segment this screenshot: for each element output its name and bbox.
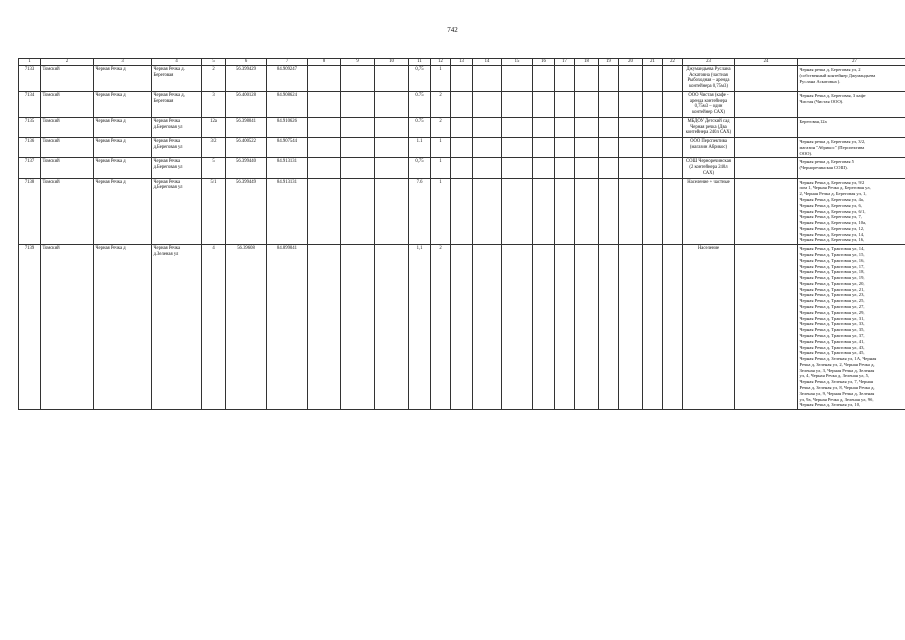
- col-9-cell: [341, 178, 375, 245]
- col-15-cell: [502, 91, 533, 117]
- container-volume-cell: 0.75: [409, 91, 431, 117]
- col-8-cell: [308, 245, 341, 410]
- latitude-cell: 56.399440: [226, 158, 267, 178]
- house-number-cell: 5: [202, 158, 226, 178]
- column-header: 13: [451, 59, 473, 66]
- col-20-cell: [619, 117, 643, 137]
- col-22-cell: [663, 117, 683, 137]
- column-header: 14: [473, 59, 502, 66]
- col-15-cell: [502, 158, 533, 178]
- row-number-cell: 7138: [19, 178, 41, 245]
- col-9-cell: [341, 158, 375, 178]
- col-8-cell: [308, 117, 341, 137]
- col-24-cell: [735, 245, 798, 410]
- col-21-cell: [643, 91, 663, 117]
- col-9-cell: [341, 138, 375, 158]
- container-volume-cell: 1.1: [409, 138, 431, 158]
- col-24-cell: [735, 91, 798, 117]
- col-17-cell: [555, 66, 575, 92]
- col-24-cell: [735, 138, 798, 158]
- longitude-cell: 84.910626: [267, 117, 308, 137]
- col-15-cell: [502, 66, 533, 92]
- col-20-cell: [619, 91, 643, 117]
- house-number-cell: 4: [202, 245, 226, 410]
- header-row: [19, 59, 905, 66]
- col-19-cell: [599, 117, 619, 137]
- row-number-cell: 7137: [19, 158, 41, 178]
- district-cell: Томский: [41, 91, 94, 117]
- container-count-cell: 1: [431, 158, 451, 178]
- col-18-cell: [575, 158, 599, 178]
- street-cell: Черная Речка д, Береговая: [152, 91, 202, 117]
- container-volume-cell: 1,1: [409, 245, 431, 410]
- col-19-cell: [599, 178, 619, 245]
- column-header: 8: [308, 59, 341, 66]
- col-9-cell: [341, 91, 375, 117]
- col-22-cell: [663, 245, 683, 410]
- served-addresses-cell: Черная Речка д, Береговая, 3 кафе Чистая (Чистая ООО).: [798, 91, 905, 117]
- house-number-cell: 5/1: [202, 178, 226, 245]
- street-cell: Черная Речка д.Береговая ул: [152, 158, 202, 178]
- settlement-cell: Черная Речка д: [94, 178, 152, 245]
- column-header: 21: [643, 59, 663, 66]
- settlement-cell: Черная Речка д: [94, 138, 152, 158]
- column-header: 18: [575, 59, 599, 66]
- latitude-cell: 56.400522: [226, 138, 267, 158]
- container-volume-cell: 7.6: [409, 178, 431, 245]
- col-8-cell: [308, 66, 341, 92]
- col-20-cell: [619, 66, 643, 92]
- longitude-cell: 84.909247: [267, 66, 308, 92]
- col-22-cell: [663, 91, 683, 117]
- table-row: [19, 138, 905, 158]
- col-9-cell: [341, 245, 375, 410]
- table-row: [19, 66, 905, 92]
- street-cell: Черная Речка д.Береговая ул: [152, 117, 202, 137]
- owner-cell: ООО Чистая (кафе - аренда контейнера 0,75м3 – один контейнер САХ): [683, 91, 735, 117]
- table-row: [19, 178, 905, 245]
- column-header: 6: [226, 59, 267, 66]
- column-header: 16: [533, 59, 555, 66]
- column-header: 23: [683, 59, 735, 66]
- district-cell: Томский: [41, 178, 94, 245]
- house-number-cell: 2: [202, 66, 226, 92]
- col-17-cell: [555, 178, 575, 245]
- col-14-cell: [473, 138, 502, 158]
- column-header: 17: [555, 59, 575, 66]
- column-header: 19: [599, 59, 619, 66]
- container-count-cell: 2: [431, 91, 451, 117]
- column-header: 27: [798, 59, 905, 66]
- longitude-cell: 84.913131: [267, 158, 308, 178]
- table-row: [19, 158, 905, 178]
- column-header: 4: [152, 59, 202, 66]
- col-24-cell: [735, 66, 798, 92]
- col-16-cell: [533, 158, 555, 178]
- col-21-cell: [643, 138, 663, 158]
- col-19-cell: [599, 66, 619, 92]
- settlement-cell: Черная Речка д: [94, 117, 152, 137]
- col-20-cell: [619, 158, 643, 178]
- latitude-cell: 56.398041: [226, 117, 267, 137]
- col-8-cell: [308, 138, 341, 158]
- district-cell: Томский: [41, 117, 94, 137]
- col-22-cell: [663, 158, 683, 178]
- col-9-cell: [341, 66, 375, 92]
- owner-cell: ООО Перспектива (магазин Абрикос): [683, 138, 735, 158]
- col-18-cell: [575, 66, 599, 92]
- col-13-cell: [451, 117, 473, 137]
- settlement-cell: Черная Речка д: [94, 66, 152, 92]
- row-number-cell: 7139: [19, 245, 41, 410]
- column-header: 3: [94, 59, 152, 66]
- table-row: [19, 91, 905, 117]
- col-10-cell: [375, 158, 409, 178]
- col-19-cell: [599, 245, 619, 410]
- col-13-cell: [451, 178, 473, 245]
- col-17-cell: [555, 245, 575, 410]
- col-15-cell: [502, 245, 533, 410]
- col-15-cell: [502, 117, 533, 137]
- column-header: 5: [202, 59, 226, 66]
- col-17-cell: [555, 158, 575, 178]
- col-18-cell: [575, 91, 599, 117]
- latitude-cell: 56.39608: [226, 245, 267, 410]
- col-10-cell: [375, 138, 409, 158]
- longitude-cell: 84.908624: [267, 91, 308, 117]
- column-header: 15: [502, 59, 533, 66]
- served-addresses-cell: Черная Речка д, Трактовая ул, 14, Черная Речка д, Трактовая ул, 15, Черная Речка д, Трактовая ул, 16, Черная Речка д, Трактовая ул, 17, Черная Речка д, Трактовая ул, 18, Черная Речка д, Трактовая ул, 19, Черная Речка д, Трактовая ул, 20, Черная Речка д, Трактовая ул, 21, Черная Речка д, Трактовая ул, 23, Черная Речка д, Трактовая ул, 25, Черная Речка д, Трактовая ул, 27, Черная Речка д, Трактовая ул, 29, Черная Речка д, Трактовая ул, 31, Черная Речка д, Трактовая ул, 33, Черная Речка д, Трактовая ул, 35, Черная Речка д, Трактовая ул, 37, Черная Речка д, Трактовая ул, 41, Черная Речка д, Трактовая ул, 43, Черная Речка д, Трактовая ул, 45, Черная Речка д, Зеленая ул, 1А, Черная Речка д, Зеленая ул, 2, Черная Речка д, Зеленая ул, 3, Черная Речка д, Зеленая ул, 4, Черная Речка д, Зеленая ул, 5, Черная Речка д, Зеленая ул, 7, Черная Речка д, Зеленая ул, 8, Черная Речка д, Зеленая ул, 9, Черная Речка д, Зеленая ул, 9а, Черная Речка д, Зеленая ул, 9б, Черная Речка д, Зеленая ул, 10,: [798, 245, 905, 410]
- col-8-cell: [308, 91, 341, 117]
- col-19-cell: [599, 158, 619, 178]
- district-cell: Томский: [41, 245, 94, 410]
- owner-cell: МБДОУ Детский сад Черная речка (Два контейнера 240л САХ): [683, 117, 735, 137]
- col-22-cell: [663, 178, 683, 245]
- col-18-cell: [575, 178, 599, 245]
- col-14-cell: [473, 158, 502, 178]
- col-17-cell: [555, 138, 575, 158]
- column-header: 11: [409, 59, 431, 66]
- col-21-cell: [643, 245, 663, 410]
- col-18-cell: [575, 138, 599, 158]
- table-row: [19, 245, 905, 410]
- col-16-cell: [533, 245, 555, 410]
- longitude-cell: 84.899041: [267, 245, 308, 410]
- container-volume-cell: 0,75: [409, 66, 431, 92]
- col-14-cell: [473, 66, 502, 92]
- col-20-cell: [619, 178, 643, 245]
- col-21-cell: [643, 158, 663, 178]
- container-count-cell: 2: [431, 245, 451, 410]
- col-13-cell: [451, 138, 473, 158]
- col-22-cell: [663, 66, 683, 92]
- owner-cell: Джумандьева Руслана Аскатовна (частная Рыбоходная – аренда контейнера 0,75м3): [683, 66, 735, 92]
- street-cell: Черная Речка д,Береговая ул: [152, 138, 202, 158]
- col-16-cell: [533, 138, 555, 158]
- row-number-cell: 7135: [19, 117, 41, 137]
- col-10-cell: [375, 117, 409, 137]
- registry-table: [18, 58, 905, 410]
- served-addresses-cell: Черная речка д, Береговая ул, 2 (собственный контейнер Джумандьева Руслана Аскатовна ).: [798, 66, 905, 92]
- col-22-cell: [663, 138, 683, 158]
- longitude-cell: 84.907544: [267, 138, 308, 158]
- col-13-cell: [451, 158, 473, 178]
- col-10-cell: [375, 178, 409, 245]
- col-18-cell: [575, 117, 599, 137]
- col-20-cell: [619, 138, 643, 158]
- col-18-cell: [575, 245, 599, 410]
- column-header: 24: [735, 59, 798, 66]
- col-15-cell: [502, 138, 533, 158]
- row-number-cell: 7136: [19, 138, 41, 158]
- street-cell: Черная Речка д,Береговая ул: [152, 178, 202, 245]
- col-20-cell: [619, 245, 643, 410]
- latitude-cell: 56.400128: [226, 91, 267, 117]
- col-17-cell: [555, 117, 575, 137]
- col-8-cell: [308, 178, 341, 245]
- column-header: 1: [19, 59, 41, 66]
- col-16-cell: [533, 178, 555, 245]
- district-cell: Томский: [41, 138, 94, 158]
- container-count-cell: 1: [431, 66, 451, 92]
- container-count-cell: 1: [431, 138, 451, 158]
- longitude-cell: 84.913131: [267, 178, 308, 245]
- col-13-cell: [451, 245, 473, 410]
- col-13-cell: [451, 66, 473, 92]
- owner-cell: СОШ Черноречинская (2 контейнера 240л САХ): [683, 158, 735, 178]
- col-24-cell: [735, 178, 798, 245]
- col-14-cell: [473, 117, 502, 137]
- col-21-cell: [643, 66, 663, 92]
- column-header: 10: [375, 59, 409, 66]
- col-16-cell: [533, 66, 555, 92]
- col-16-cell: [533, 117, 555, 137]
- settlement-cell: Черная Речка д: [94, 245, 152, 410]
- street-cell: Черная Речка д.Зеленая ул: [152, 245, 202, 410]
- col-16-cell: [533, 91, 555, 117]
- col-21-cell: [643, 117, 663, 137]
- col-14-cell: [473, 245, 502, 410]
- settlement-cell: Черная Речка д: [94, 158, 152, 178]
- column-header: 2: [41, 59, 94, 66]
- served-addresses-cell: Черная речка д, Береговая ул, 3/2, магазин "Абрикос" (Перспектива ООО).: [798, 138, 905, 158]
- table-body: [19, 66, 905, 410]
- container-volume-cell: 0,75: [409, 158, 431, 178]
- container-volume-cell: 0.75: [409, 117, 431, 137]
- col-17-cell: [555, 91, 575, 117]
- house-number-cell: 3/2: [202, 138, 226, 158]
- container-count-cell: 1: [431, 178, 451, 245]
- col-14-cell: [473, 178, 502, 245]
- col-24-cell: [735, 117, 798, 137]
- latitude-cell: 56.399449: [226, 178, 267, 245]
- col-21-cell: [643, 178, 663, 245]
- column-header: 20: [619, 59, 643, 66]
- served-addresses-cell: Черная речка д, Береговая 5 (Черноречинская СОШ).: [798, 158, 905, 178]
- owner-cell: Население + частные: [683, 178, 735, 245]
- table-row: [19, 117, 905, 137]
- settlement-cell: Черная Речка д: [94, 91, 152, 117]
- container-count-cell: 2: [431, 117, 451, 137]
- column-header: 9: [341, 59, 375, 66]
- district-cell: Томский: [41, 158, 94, 178]
- col-10-cell: [375, 245, 409, 410]
- col-9-cell: [341, 117, 375, 137]
- col-14-cell: [473, 91, 502, 117]
- col-13-cell: [451, 91, 473, 117]
- row-number-cell: 7133: [19, 66, 41, 92]
- house-number-cell: 12а: [202, 117, 226, 137]
- house-number-cell: 3: [202, 91, 226, 117]
- col-10-cell: [375, 91, 409, 117]
- col-19-cell: [599, 91, 619, 117]
- district-cell: Томский: [41, 66, 94, 92]
- served-addresses-cell: Береговая,12а: [798, 117, 905, 137]
- col-10-cell: [375, 66, 409, 92]
- latitude-cell: 56.399429: [226, 66, 267, 92]
- street-cell: Черная Речка д. Береговая: [152, 66, 202, 92]
- column-header: 12: [431, 59, 451, 66]
- column-header: 7: [267, 59, 308, 66]
- col-15-cell: [502, 178, 533, 245]
- col-24-cell: [735, 158, 798, 178]
- column-header: 22: [663, 59, 683, 66]
- col-8-cell: [308, 158, 341, 178]
- row-number-cell: 7134: [19, 91, 41, 117]
- owner-cell: Население: [683, 245, 735, 410]
- page-number: 742: [447, 26, 458, 34]
- served-addresses-cell: Черная Речка д, Береговая ул, 9/2 пом 1, Черная Речка д, Береговая ул, 2, Черная Речка д, Береговая ул, 1, Черная Речка д, Береговая ул, 4а, Черная Речка д, Береговая ул, 6, Черная Речка д, Береговая ул, 6/1, Черная Речка д, Береговая ул, 7, Черная Речка д, Береговая ул, 10а, Черная Речка д, Береговая ул, 12, Черная Речка д, Береговая ул, 14, Черная Речка д, Береговая ул, 16,: [798, 178, 905, 245]
- col-19-cell: [599, 138, 619, 158]
